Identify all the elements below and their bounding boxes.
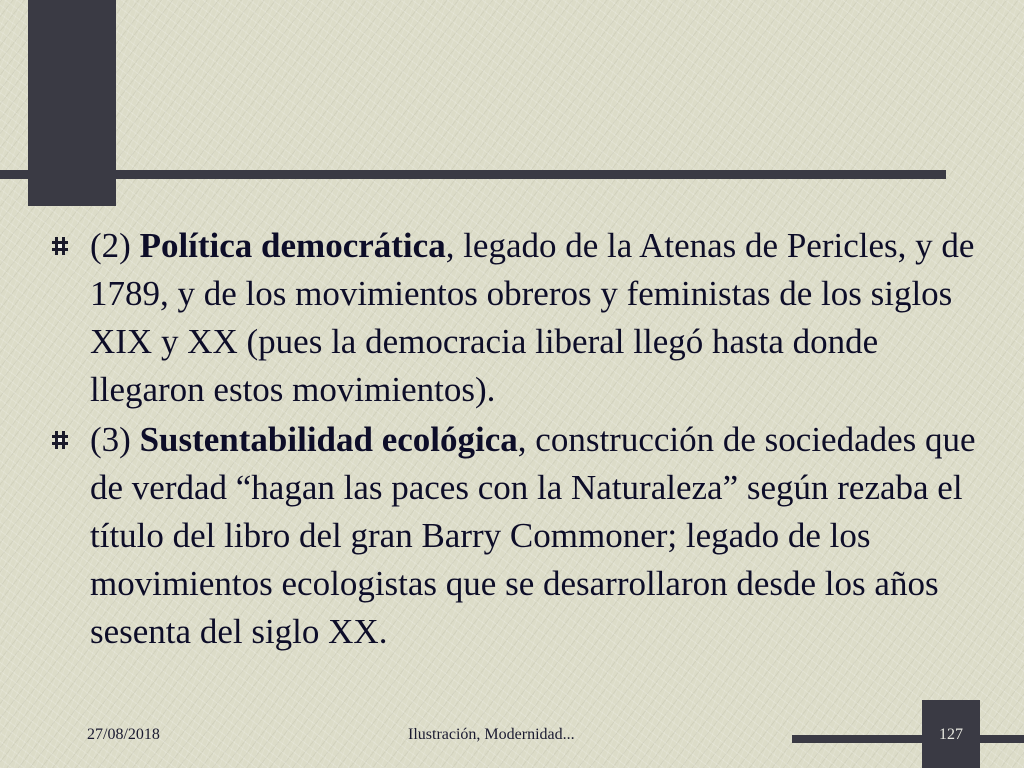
bullet-body: , construcción de sociedades que de verdad “hagan las paces con la Naturaleza” según rezaba el título del libro del gran Barry Commoner; legado de los movimientos ecologistas que se desarrollaron desde los años sesenta del siglo XX. <box>90 420 976 651</box>
hash-bullet-icon <box>52 431 68 449</box>
bullet-item-2 <box>52 222 982 414</box>
bullet-body: , legado de la Atenas de Pericles, y de 1789, y de los movimientos obreros y feministas de los siglos XIX y XX (pues la democracia liberal llegó hasta donde llegaron estos movimientos). <box>90 226 975 409</box>
hash-bullet-icon <box>52 237 68 255</box>
slide-body <box>52 222 982 658</box>
bullet-keyword: Sustentabilidad ecológica <box>139 420 518 459</box>
bullet-prefix: (2) <box>90 226 140 265</box>
page-number: 127 <box>939 726 963 743</box>
bullet-text <box>90 420 976 651</box>
bullet-prefix: (3) <box>90 420 140 459</box>
decorative-horizontal-line <box>0 170 946 179</box>
footer-decorative-line <box>792 735 1024 743</box>
footer-date: 27/08/2018 <box>87 726 160 743</box>
bullet-item-3 <box>52 416 982 656</box>
bullet-keyword: Política democrática <box>139 226 446 265</box>
bullet-text <box>90 226 974 409</box>
footer-title: Ilustración, Modernidad... <box>408 726 575 743</box>
